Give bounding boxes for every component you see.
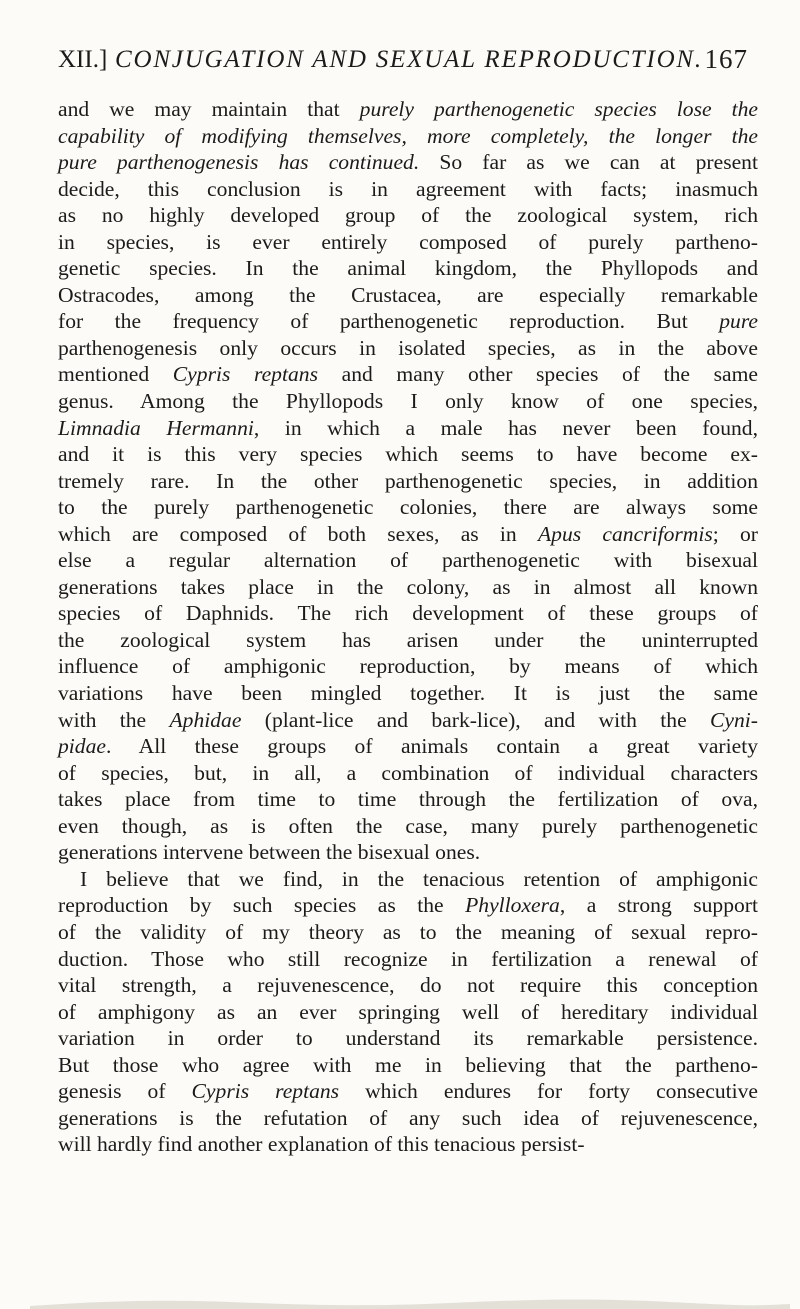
text-line <box>58 388 758 415</box>
text-line <box>58 255 758 282</box>
text-line <box>58 415 758 442</box>
page-edge-shadow <box>30 1290 790 1309</box>
text-run: to the purely parthenogenetic colonies, there are always some <box>58 495 758 520</box>
running-title: CONJUGATION AND SEXUAL REPRODUCTION. <box>115 46 703 73</box>
text-run: which endures for forty consecutive <box>339 1079 759 1104</box>
text-line <box>58 361 758 388</box>
text-run: takes place from time to time through the fertilization of ova, <box>58 787 758 812</box>
text-run: decide, this conclusion is in agreement with facts; inasmuch <box>58 176 758 201</box>
text-line <box>58 308 758 335</box>
paragraph <box>58 96 758 866</box>
text-line <box>58 627 758 654</box>
italic-text: Cyni- <box>710 707 758 732</box>
text-run: ; or <box>712 521 758 546</box>
text-line <box>58 999 758 1026</box>
italic-text: Cypris reptans <box>172 362 318 387</box>
italic-text: Cypris reptans <box>191 1079 340 1104</box>
text-run: vital strength, a rejuvenescence, do not require this conception <box>58 973 758 998</box>
page-number: 167 <box>704 44 748 74</box>
text-run: Ostracodes, among the Crustacea, are especially remarkable <box>58 282 758 307</box>
text-run: tremely rare. In the other parthenogenetic species, in addition <box>58 468 758 493</box>
text-line <box>58 547 758 574</box>
text-line <box>58 680 758 707</box>
paragraph <box>58 866 758 1158</box>
italic-text: purely parthenogenetic species lose the <box>359 97 759 121</box>
text-line <box>58 600 758 627</box>
text-line <box>58 1052 758 1079</box>
text-run: genesis of <box>58 1079 192 1104</box>
text-line <box>58 1025 758 1052</box>
text-run: genus. Among the Phyllopods I only know of one species, <box>58 389 758 414</box>
text-line <box>58 919 758 946</box>
text-run: and many other species of the same <box>317 362 758 387</box>
text-run: reproduction by such species as the <box>58 893 466 918</box>
text-run: , in which a male has never been found, <box>253 415 758 440</box>
text-run: variations have been mingled together. It is just the same <box>58 681 758 706</box>
text-run: even though, as is often the case, many purely parthenogenetic <box>58 813 758 838</box>
text-line <box>58 123 758 150</box>
text-line <box>58 786 758 813</box>
text-line <box>58 335 758 362</box>
text-run: , a strong support <box>559 893 758 918</box>
text-line <box>58 441 758 468</box>
text-line <box>58 733 758 760</box>
running-head <box>58 46 748 86</box>
text-line <box>58 1078 758 1105</box>
text-run: the zoological system has arisen under the uninterrupted <box>58 627 758 652</box>
text-run: as no highly developed group of the zoological system, rich <box>58 203 758 228</box>
text-run: of amphigony as an ever springing well of hereditary individual <box>58 999 758 1024</box>
text-run: variation in order to understand its remarkable persistence. <box>58 1026 758 1051</box>
text-line <box>58 839 758 866</box>
text-run: species of Daphnids. The rich development of these groups of <box>58 601 758 626</box>
text-run: So far as we can at present <box>419 150 758 175</box>
text-run: for the frequency of parthenogenetic reproduction. But <box>58 309 720 334</box>
body-text <box>58 96 758 1158</box>
text-line <box>58 707 758 734</box>
text-run: of the validity of my theory as to the meaning of sexual repro- <box>58 919 758 944</box>
text-run: parthenogenesis only occurs in isolated species, as in the above <box>58 335 758 360</box>
text-run: influence of amphigonic reproduction, by means of which <box>58 654 758 679</box>
text-run: duction. Those who still recognize in fertilization a renewal of <box>58 946 758 971</box>
text-run: else a regular alternation of parthenogenetic with bisexual <box>58 548 758 573</box>
italic-text: Phylloxera <box>465 893 560 918</box>
text-run: But those who agree with me in believing that the partheno- <box>58 1052 758 1077</box>
text-line <box>58 760 758 787</box>
text-run: generations is the refutation of any such idea of rejuvenescence, <box>58 1105 758 1130</box>
text-line <box>58 96 758 123</box>
italic-text: Apus cancriformis <box>537 521 713 546</box>
text-run: . All these groups of animals contain a great variety <box>105 734 758 759</box>
text-run: will hardly find another explanation of this tenacious persist- <box>58 1132 585 1157</box>
italic-text: Aphidae <box>169 707 242 732</box>
text-line <box>58 946 758 973</box>
text-run: generations intervene between the bisexual ones. <box>58 840 481 865</box>
text-line <box>58 202 758 229</box>
text-run: mentioned <box>58 362 173 387</box>
text-line <box>58 866 758 893</box>
text-line <box>58 813 758 840</box>
italic-text: pure parthenogenesis has continued. <box>58 150 420 175</box>
text-run: with the <box>58 707 170 732</box>
text-line <box>58 972 758 999</box>
text-run: (plant-lice and bark-lice), and with the <box>241 707 711 732</box>
text-run: genetic species. In the animal kingdom, the Phyllopods and <box>58 256 758 281</box>
italic-text: pidae <box>58 734 106 759</box>
text-run: of species, but, in all, a combination of individual characters <box>58 760 758 785</box>
text-line <box>58 494 758 521</box>
italic-text: Limnadia Hermanni <box>58 415 254 440</box>
text-run: and we may maintain that <box>58 97 360 121</box>
text-line <box>58 176 758 203</box>
text-run: which are composed of both sexes, as in <box>58 521 538 546</box>
text-line <box>58 468 758 495</box>
text-line <box>58 1105 758 1132</box>
text-line <box>58 1131 758 1158</box>
text-line <box>58 229 758 256</box>
italic-text: pure <box>719 309 758 334</box>
text-line <box>58 574 758 601</box>
text-run: I believe that we find, in the tenacious retention of amphigonic <box>80 866 758 891</box>
text-line <box>58 521 758 548</box>
text-run: and it is this very species which seems to have become ex- <box>58 442 758 467</box>
chapter-number: XII.] <box>58 46 108 73</box>
text-line <box>58 282 758 309</box>
text-run: generations takes place in the colony, as in almost all known <box>58 574 758 599</box>
italic-text: capability of modifying themselves, more completely, the longer the <box>58 123 758 148</box>
text-line <box>58 892 758 919</box>
text-line <box>58 653 758 680</box>
text-line <box>58 149 758 176</box>
text-run: in species, is ever entirely composed of purely partheno- <box>58 229 758 254</box>
